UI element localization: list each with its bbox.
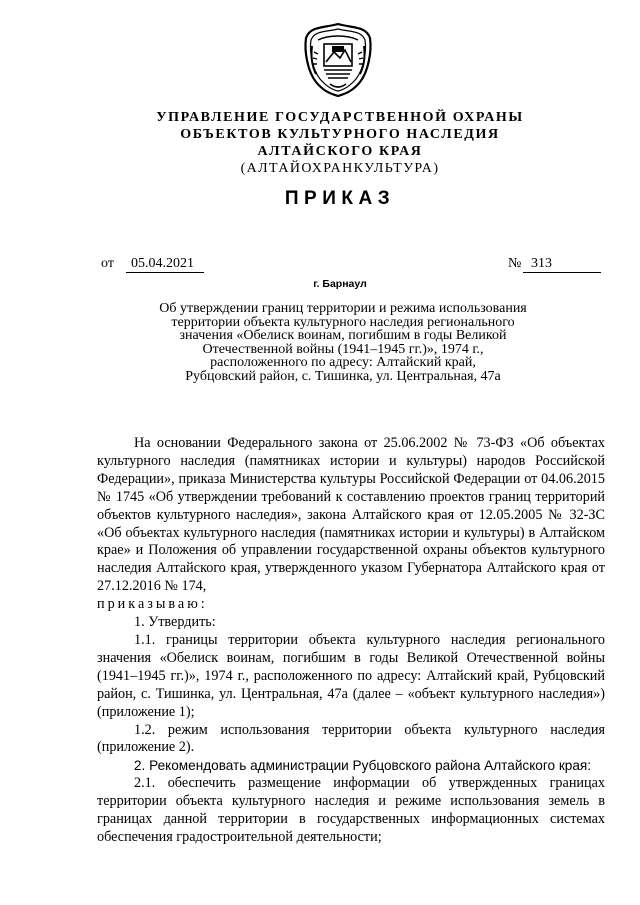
- subject-line-3: значения «Обелиск воинам, погибшим в годы Великой: [179, 328, 507, 344]
- item-2: 2. Рекомендовать администрации Рубцовского района Алтайского края:: [134, 758, 592, 774]
- document-title: ПРИКАЗ: [284, 188, 396, 209]
- order-body: [97, 435, 605, 847]
- city-name: г. Барнаул: [313, 278, 367, 290]
- org-name-line-3: АЛТАЙСКОГО КРАЯ: [257, 144, 423, 159]
- org-name-line-1: УПРАВЛЕНИЕ ГОСУДАРСТВЕННОЙ ОХРАНЫ: [156, 110, 524, 125]
- subject-line-5: расположенного по адресу: Алтайский край,: [210, 355, 476, 371]
- item-1: 1. Утвердить:: [134, 614, 216, 631]
- subject-line-2: территории объекта культурного наследия регионального: [171, 314, 515, 330]
- item-1-1: 1.1. границы территории объекта культурного наследия регионального значения «Обелиск воинам, погибшим в годы Великой Отечественной войны (1941–1945 гг.)», 1974 г., расположенного по адресу: Алтайский край, Рубцовский район, с. Тишинка, ул. Центральная, 47а (далее – «объект культурного наследия») (приложение 1);: [97, 631, 605, 720]
- item-2-1: 2.1. обеспечить размещение информации об утвержденных границах территории объекта культурного наследия и режиме использования земель в границах данной территории в государственных информационных системах обеспечения градостроительной деятельности;: [97, 775, 605, 845]
- order-date: 05.04.2021: [131, 256, 194, 271]
- number-prefix: №: [508, 256, 522, 271]
- org-name-line-2: ОБЪЕКТОВ КУЛЬТУРНОГО НАСЛЕДИЯ: [180, 127, 500, 142]
- subject-line-1: Об утверждении границ территории и режима использования: [159, 301, 527, 316]
- order-number: 313: [531, 256, 552, 271]
- order-word: приказываю:: [97, 596, 208, 613]
- item-1-2: 1.2. режим использования территории объекта культурного наследия (приложение 2).: [97, 721, 605, 756]
- subject-line-6: Рубцовский район, с. Тишинка, ул. Центральная, 47а: [185, 368, 501, 384]
- order-subject: [118, 302, 568, 384]
- number-underline: [523, 272, 601, 273]
- subject-line-4: Отечественной войны (1941–1945 гг.)», 1974 г.,: [202, 341, 484, 357]
- date-underline: [126, 272, 204, 273]
- coat-of-arms-icon: [302, 22, 374, 98]
- preamble-paragraph: На основании Федерального закона от 25.06.2002 № 73-ФЗ «Об объектах культурного наследия (памятниках истории и культуры) народов Российской Федерации», приказа Министерства культуры Российской Федерации от 04.06.2015 № 1745 «Об утверждении требований к составлению проектов границ территорий объектов культурного наследия», закона Алтайского края от 12.05.2005 № 32-ЗС «Об объектах культурного наследия (памятниках истории и культуры) в Алтайском крае» и Положения об управлении государственной охраны объектов культурного наследия Алтайского края, утвержденного указом Губернатора Алтайского края от 27.12.2016 № 174,: [97, 435, 605, 595]
- date-prefix: от: [101, 256, 114, 271]
- org-short-name: (АЛТАЙОХРАНКУЛЬТУРА): [240, 161, 440, 176]
